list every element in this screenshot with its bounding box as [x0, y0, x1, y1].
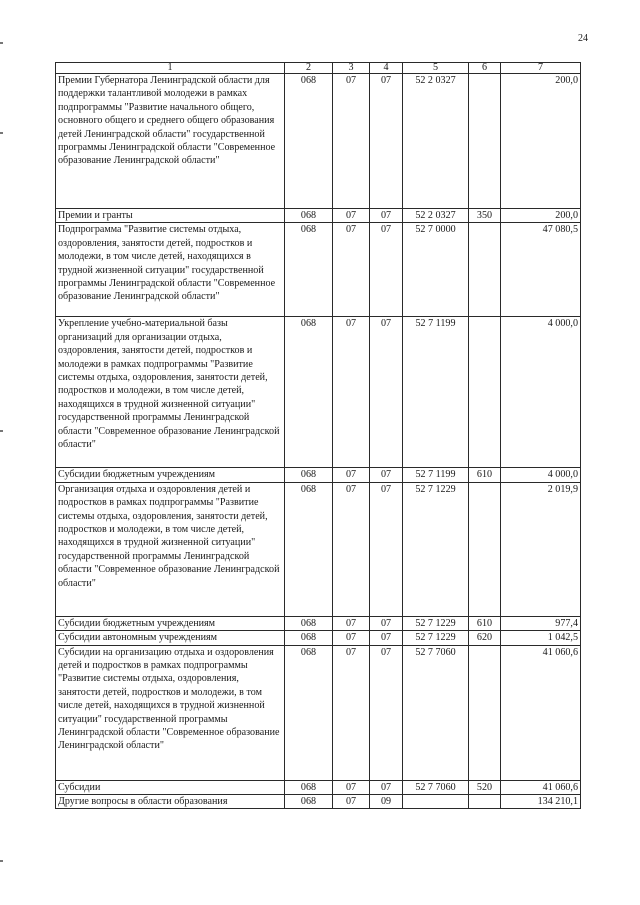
cell-amount: 4 000,0: [501, 468, 581, 482]
row-name: Организация отдыха и оздоровления детей и подростков в рамках подпрограммы "Развитие системы отдыха, оздоровления, занятости детей, подростков и молодежи, в том числе детей, находящихся в трудной жизненной ситуации" государственной программы Ленинградской области "Современное образование Ленинградской области": [56, 482, 285, 616]
cell-amount: 47 080,5: [501, 223, 581, 317]
cell-subsection: 07: [370, 780, 403, 794]
cell-amount: 200,0: [501, 74, 581, 209]
table-row: [56, 645, 581, 780]
cell-expense-type: [469, 223, 501, 317]
column-header: 7: [501, 63, 581, 74]
cell-subsection: 07: [370, 482, 403, 616]
scan-margin-mark: [0, 132, 3, 134]
page-number: 24: [578, 33, 588, 44]
table-row: [56, 482, 581, 616]
cell-section: 07: [333, 74, 370, 209]
cell-target-article: 52 2 0327: [403, 209, 469, 223]
table-row: [56, 468, 581, 482]
cell-ministry-code: 068: [285, 616, 333, 630]
cell-amount: 41 060,6: [501, 645, 581, 780]
cell-ministry-code: 068: [285, 468, 333, 482]
row-name: Субсидии на организацию отдыха и оздоровления детей и подростков в рамках подпрограммы "Развитие системы отдыха, оздоровления, занятости детей, подростков и молодежи, в том числе детей, находящихся в трудной жизненной ситуации" государственной программы Ленинградской области "Современное образование Ленинградской области": [56, 645, 285, 780]
cell-target-article: 52 7 1199: [403, 468, 469, 482]
cell-section: 07: [333, 631, 370, 645]
cell-expense-type: [469, 645, 501, 780]
cell-subsection: 07: [370, 468, 403, 482]
cell-ministry-code: 068: [285, 74, 333, 209]
cell-expense-type: 620: [469, 631, 501, 645]
cell-section: 07: [333, 317, 370, 468]
cell-subsection: 07: [370, 616, 403, 630]
cell-section: 07: [333, 616, 370, 630]
cell-amount: 977,4: [501, 616, 581, 630]
cell-section: 07: [333, 223, 370, 317]
cell-target-article: 52 7 1229: [403, 631, 469, 645]
row-name: Другие вопросы в области образования: [56, 795, 285, 809]
cell-expense-type: 610: [469, 616, 501, 630]
cell-ministry-code: 068: [285, 645, 333, 780]
scan-margin-mark: [0, 860, 3, 862]
column-header: 1: [56, 63, 285, 74]
cell-amount: 200,0: [501, 209, 581, 223]
row-name: Премии Губернатора Ленинградской области для поддержки талантливой молодежи в рамках подпрограммы "Развитие начального общего, основного общего и среднего общего образования детей Ленинградской области" государственной программы Ленинградской области "Современное образование Ленинградской области": [56, 74, 285, 209]
row-name: Подпрограмма "Развитие системы отдыха, оздоровления, занятости детей, подростков и молодежи, в том числе детей, находящихся в трудной жизненной ситуации" государственной программы Ленинградской области "Современное образование Ленинградской области": [56, 223, 285, 317]
cell-subsection: 07: [370, 631, 403, 645]
cell-expense-type: 350: [469, 209, 501, 223]
cell-subsection: 07: [370, 645, 403, 780]
column-header: 4: [370, 63, 403, 74]
cell-section: 07: [333, 482, 370, 616]
cell-expense-type: [469, 795, 501, 809]
table-row: [56, 795, 581, 809]
cell-target-article: 52 7 1229: [403, 482, 469, 616]
cell-ministry-code: 068: [285, 223, 333, 317]
scan-margin-mark: [0, 42, 3, 44]
cell-target-article: 52 7 1199: [403, 317, 469, 468]
cell-ministry-code: 068: [285, 795, 333, 809]
row-name: Премии и гранты: [56, 209, 285, 223]
cell-section: 07: [333, 209, 370, 223]
row-name: Субсидии бюджетным учреждениям: [56, 616, 285, 630]
table-row: [56, 74, 581, 209]
cell-expense-type: 520: [469, 780, 501, 794]
table-row: [56, 631, 581, 645]
cell-target-article: 52 7 1229: [403, 616, 469, 630]
cell-ministry-code: 068: [285, 209, 333, 223]
column-header: 3: [333, 63, 370, 74]
cell-expense-type: [469, 74, 501, 209]
row-name: Субсидии: [56, 780, 285, 794]
cell-target-article: 52 7 0000: [403, 223, 469, 317]
cell-subsection: 07: [370, 209, 403, 223]
cell-ministry-code: 068: [285, 780, 333, 794]
column-header: 5: [403, 63, 469, 74]
cell-subsection: 07: [370, 74, 403, 209]
table-row: [56, 317, 581, 468]
scan-margin-mark: [0, 430, 3, 432]
cell-ministry-code: 068: [285, 482, 333, 616]
cell-amount: 2 019,9: [501, 482, 581, 616]
cell-amount: 4 000,0: [501, 317, 581, 468]
cell-subsection: 09: [370, 795, 403, 809]
cell-ministry-code: 068: [285, 317, 333, 468]
cell-subsection: 07: [370, 223, 403, 317]
cell-target-article: 52 7 7060: [403, 645, 469, 780]
cell-target-article: [403, 795, 469, 809]
row-name: Укрепление учебно-материальной базы организаций для организации отдыха, оздоровления, занятости детей, подростков и молодежи в рамках подпрограммы "Развитие системы отдыха, оздоровления, занятости детей, подростков и молодежи, в том числе детей, находящихся в трудной жизненной ситуации" государственной программы Ленинградской области "Современное образование Ленинградской области": [56, 317, 285, 468]
table-row: [56, 209, 581, 223]
cell-section: 07: [333, 645, 370, 780]
cell-section: 07: [333, 780, 370, 794]
table-row: [56, 780, 581, 794]
row-name: Субсидии автономным учреждениям: [56, 631, 285, 645]
cell-expense-type: [469, 317, 501, 468]
cell-section: 07: [333, 468, 370, 482]
cell-target-article: 52 2 0327: [403, 74, 469, 209]
cell-amount: 1 042,5: [501, 631, 581, 645]
table-row: [56, 616, 581, 630]
cell-subsection: 07: [370, 317, 403, 468]
cell-section: 07: [333, 795, 370, 809]
cell-amount: 41 060,6: [501, 780, 581, 794]
cell-amount: 134 210,1: [501, 795, 581, 809]
column-header: 2: [285, 63, 333, 74]
budget-table: [55, 62, 581, 809]
cell-ministry-code: 068: [285, 631, 333, 645]
cell-expense-type: 610: [469, 468, 501, 482]
column-header: 6: [469, 63, 501, 74]
row-name: Субсидии бюджетным учреждениям: [56, 468, 285, 482]
cell-target-article: 52 7 7060: [403, 780, 469, 794]
cell-expense-type: [469, 482, 501, 616]
table-header-row: [56, 63, 581, 74]
table-row: [56, 223, 581, 317]
